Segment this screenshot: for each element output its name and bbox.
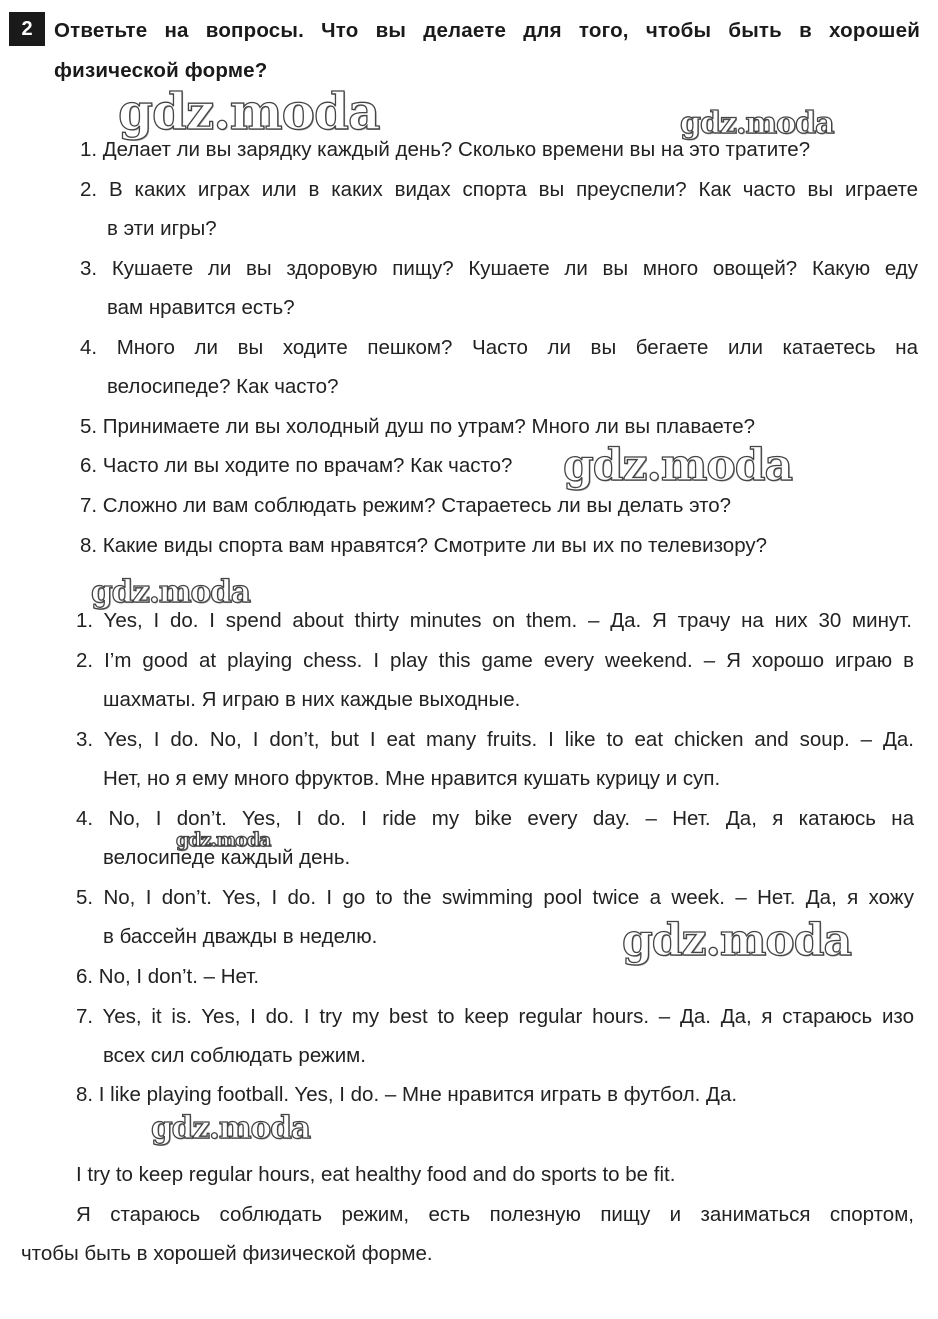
answer-3: 3. Yes, I do. No, I don’t, but I eat many fruits. I like to eat chicken and soup. – Да. [76, 728, 914, 751]
watermark-logo: gdz.moda [91, 574, 250, 610]
answer-2-cont: шахматы. Я играю в них каждые выходные. [103, 688, 521, 711]
question-1: 1. Делает ли вы зарядку каждый день? Сколько времени вы на это тратите? [80, 138, 811, 161]
answer-7-cont: всех сил соблюдать режим. [103, 1044, 366, 1067]
question-4-cont: велосипеде? Как часто? [107, 375, 339, 398]
answer-1: 1. Yes, I do. I spend about thirty minutes on them. – Да. Я трачу на них 30 минут. [76, 609, 912, 632]
question-5: 5. Принимаете ли вы холодный душ по утрам? Много ли вы плаваете? [80, 415, 756, 438]
exercise-number-badge: 2 [9, 12, 45, 46]
watermark-logo: gdz.moda [680, 106, 834, 141]
question-2: 2. В каких играх или в каких видах спорта вы преуспели? Как часто вы играете [80, 178, 918, 201]
summary-russian-line-2: чтобы быть в хорошей физической форме. [21, 1242, 433, 1265]
exercise-heading-line-1: Ответьте на вопросы. Что вы делаете для того, чтобы быть в хорошей [54, 19, 920, 42]
summary-english: I try to keep regular hours, eat healthy food and do sports to be fit. [76, 1163, 676, 1186]
question-3: 3. Кушаете ли вы здоровую пищу? Кушаете ли вы много овощей? Какую еду [80, 257, 918, 280]
watermark-logo: gdz.moda [563, 440, 793, 491]
question-3-cont: вам нравится есть? [107, 296, 295, 319]
answer-2: 2. I’m good at playing chess. I play this game every weekend. – Я хорошо играю в [76, 649, 914, 672]
question-4: 4. Много ли вы ходите пешком? Часто ли вы бегаете или катаетесь на [80, 336, 918, 359]
answer-3-cont: Нет, но я ему много фруктов. Мне нравится кушать курицу и суп. [103, 767, 721, 790]
watermark-logo: gdz.moda [151, 1110, 310, 1146]
question-7: 7. Сложно ли вам соблюдать режим? Стараетесь ли вы делать это? [80, 494, 732, 517]
watermark-logo: gdz.moda [118, 82, 380, 141]
question-8: 8. Какие виды спорта вам нравятся? Смотрите ли вы их по телевизору? [80, 534, 768, 557]
question-6: 6. Часто ли вы ходите по врачам? Как часто? [80, 454, 513, 477]
summary-russian-line-1: Я стараюсь соблюдать режим, есть полезную пищу и заниматься спортом, [76, 1203, 914, 1226]
exercise-heading-line-2: физической форме? [54, 59, 268, 82]
answer-4: 4. No, I don’t. Yes, I do. I ride my bike every day. – Нет. Да, я катаюсь на [76, 807, 914, 830]
question-2-cont: в эти игры? [107, 217, 217, 240]
watermark-logo: gdz.moda [176, 829, 271, 851]
answer-5-cont: в бассейн дважды в неделю. [103, 925, 378, 948]
answer-4-cont: велосипеде каждый день. [103, 846, 351, 869]
watermark-logo: gdz.moda [622, 915, 852, 966]
answer-5: 5. No, I don’t. Yes, I do. I go to the swimming pool twice a week. – Нет. Да, я хожу [76, 886, 914, 909]
answer-7: 7. Yes, it is. Yes, I do. I try my best to keep regular hours. – Да. Да, я стараюсь изо [76, 1005, 914, 1028]
answer-6: 6. No, I don’t. – Нет. [76, 965, 260, 988]
answer-8: 8. I like playing football. Yes, I do. – Мне нравится играть в футбол. Да. [76, 1083, 738, 1106]
